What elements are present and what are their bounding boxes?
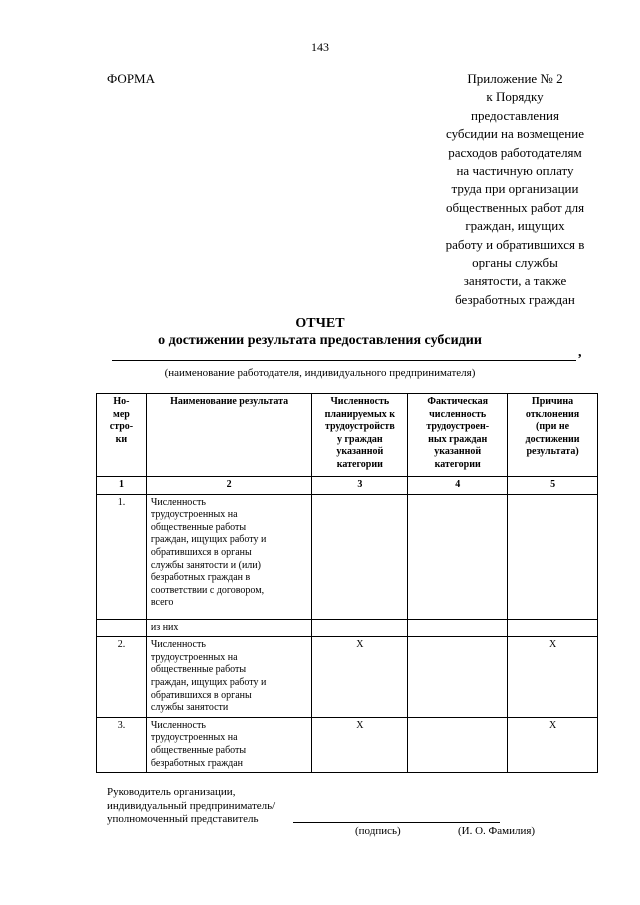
signer-line: уполномоченный представитель (107, 813, 259, 825)
table-row (97, 637, 598, 718)
appendix-line: занятости, а также (463, 273, 567, 289)
table-row (97, 494, 598, 619)
column-number: 4 (408, 477, 508, 495)
page-number: 143 (311, 40, 329, 54)
deviation-reason-cell[interactable] (508, 494, 598, 619)
header-row-number: Но- мер стро- ки (97, 394, 147, 477)
signer-title (107, 786, 275, 827)
row-number-cell: 3. (97, 717, 147, 772)
planned-count-cell[interactable] (312, 619, 408, 637)
actual-count-cell[interactable] (408, 637, 508, 718)
appendix-line: общественных работ для (445, 199, 585, 215)
appendix-line: к Порядку (486, 89, 544, 105)
deviation-reason-cell[interactable]: Х (508, 637, 598, 718)
table-row (97, 619, 598, 637)
signature-line[interactable] (293, 822, 500, 823)
signer-line: Руководитель организации, (107, 786, 236, 798)
signature-caption: (подпись) (355, 825, 401, 837)
appendix-line: граждан, ищущих (465, 218, 565, 234)
report-table (96, 393, 598, 773)
appendix-line: предоставления (471, 107, 559, 123)
appendix-line: на частичную оплату (456, 163, 574, 179)
appendix-line: работу и обратившихся в (445, 236, 585, 252)
result-name-cell: из них (146, 619, 312, 637)
appendix-line: безработных граждан (455, 291, 575, 307)
appendix-block (425, 70, 605, 309)
result-name-cell: Численность трудоустроенных на общественные работы граждан, ищущих работу и обратившихся в органы службы занятости (146, 637, 312, 718)
row-number-cell: 1. (97, 494, 147, 619)
column-number-row (97, 477, 598, 495)
header-planned-count: Численность планируемых к трудоустройств у граждан указанной категории (312, 394, 408, 477)
planned-count-cell[interactable] (312, 494, 408, 619)
header-actual-count: Фактическая численность трудоустроен- ных граждан указанной категории (408, 394, 508, 477)
result-name-cell: Численность трудоустроенных на общественные работы граждан, ищущих работу и обратившихся в органы службы занятости и (или) безработных граждан в соответствии с договором, всего (146, 494, 312, 619)
column-number: 1 (97, 477, 147, 495)
column-number: 3 (312, 477, 408, 495)
planned-count-cell[interactable]: Х (312, 637, 408, 718)
appendix-line: расходов работодателям (448, 144, 582, 160)
column-number: 5 (508, 477, 598, 495)
employer-name-line[interactable] (112, 360, 576, 361)
appendix-line: Приложение № 2 (467, 71, 563, 86)
appendix-line: труда при организации (451, 181, 579, 197)
form-label: ФОРМА (107, 71, 155, 86)
appendix-line: субсидии на возмещение (446, 126, 584, 142)
report-subtitle: о достижении результата предоставления субсидии (158, 333, 482, 348)
employer-name-caption: (наименование работодателя, индивидуального предпринимателя) (164, 367, 476, 379)
full-name-caption: (И. О. Фамилия) (458, 825, 536, 837)
header-deviation-reason: Причина отклонения (при не достижении результата) (508, 394, 598, 477)
table-row (97, 717, 598, 772)
row-number-cell (97, 619, 147, 637)
actual-count-cell[interactable] (408, 494, 508, 619)
column-number: 2 (146, 477, 312, 495)
result-name-cell: Численность трудоустроенных на общественные работы безработных граждан (146, 717, 312, 772)
table-header-row (97, 394, 598, 477)
signer-line: индивидуальный предприниматель/ (107, 799, 276, 812)
name-comma: , (578, 345, 582, 360)
appendix-line: органы службы (472, 255, 558, 271)
header-result-name: Наименование результата (146, 394, 312, 477)
actual-count-cell[interactable] (408, 717, 508, 772)
row-number-cell: 2. (97, 637, 147, 718)
deviation-reason-cell[interactable] (508, 619, 598, 637)
deviation-reason-cell[interactable]: Х (508, 717, 598, 772)
report-title: ОТЧЕТ (295, 316, 345, 331)
planned-count-cell[interactable]: Х (312, 717, 408, 772)
actual-count-cell[interactable] (408, 619, 508, 637)
